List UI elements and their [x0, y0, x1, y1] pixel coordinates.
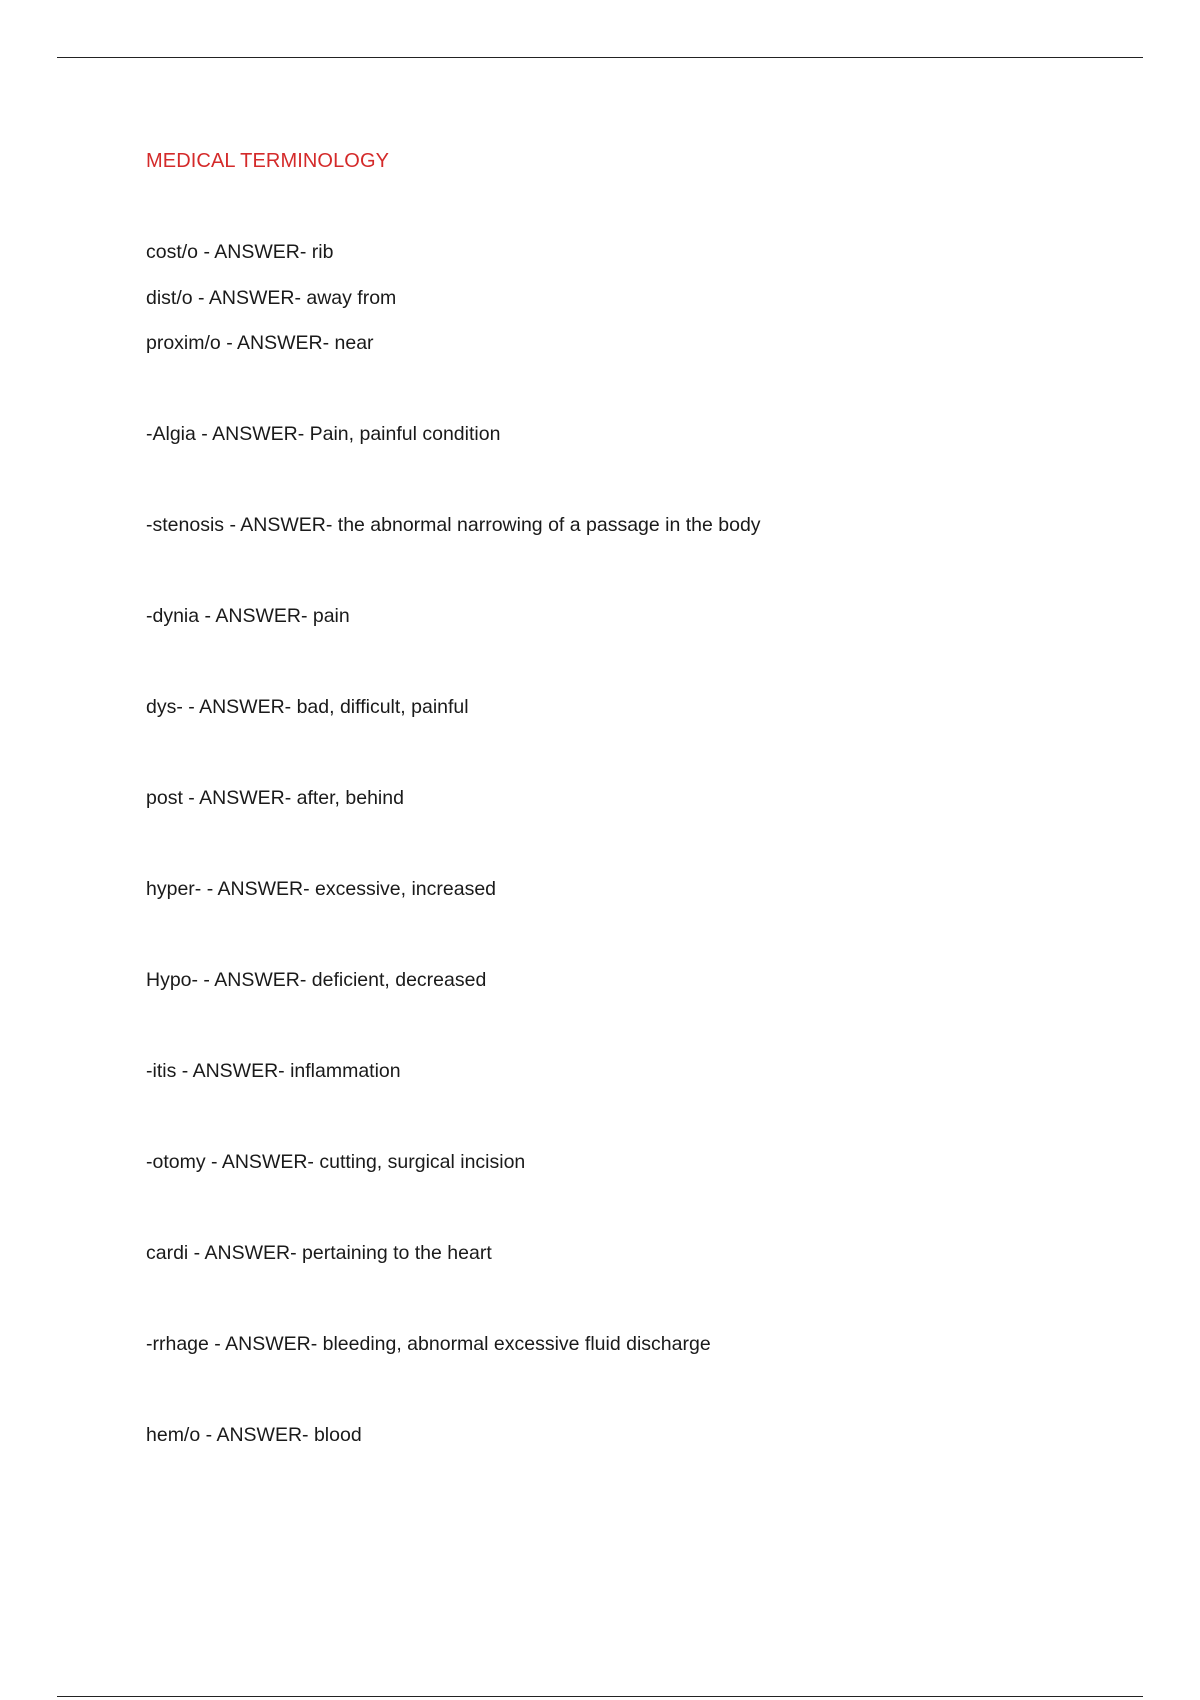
- term-entry: proxim/o - ANSWER- near: [146, 332, 374, 354]
- term-entry: Hypo- - ANSWER- deficient, decreased: [146, 969, 487, 991]
- term-entry: dys- - ANSWER- bad, difficult, painful: [146, 696, 469, 718]
- term-entry: post - ANSWER- after, behind: [146, 787, 404, 809]
- term-entry: -stenosis - ANSWER- the abnormal narrowing of a passage in the body: [146, 514, 761, 536]
- term-entry: cost/o - ANSWER- rib: [146, 241, 334, 263]
- term-entry: hem/o - ANSWER- blood: [146, 1424, 362, 1446]
- term-entry: -otomy - ANSWER- cutting, surgical incision: [146, 1151, 526, 1173]
- term-entry: cardi - ANSWER- pertaining to the heart: [146, 1242, 492, 1264]
- term-entry: dist/o - ANSWER- away from: [146, 287, 397, 309]
- term-entry: -rrhage - ANSWER- bleeding, abnormal excessive fluid discharge: [146, 1333, 711, 1355]
- document-title: MEDICAL TERMINOLOGY: [146, 150, 390, 172]
- top-rule: [57, 57, 1143, 58]
- term-entry: hyper- - ANSWER- excessive, increased: [146, 878, 497, 900]
- term-entry: -itis - ANSWER- inflammation: [146, 1060, 401, 1082]
- bottom-rule: [57, 1696, 1143, 1697]
- term-entry: -Algia - ANSWER- Pain, painful condition: [146, 423, 501, 445]
- term-entry: -dynia - ANSWER- pain: [146, 605, 350, 627]
